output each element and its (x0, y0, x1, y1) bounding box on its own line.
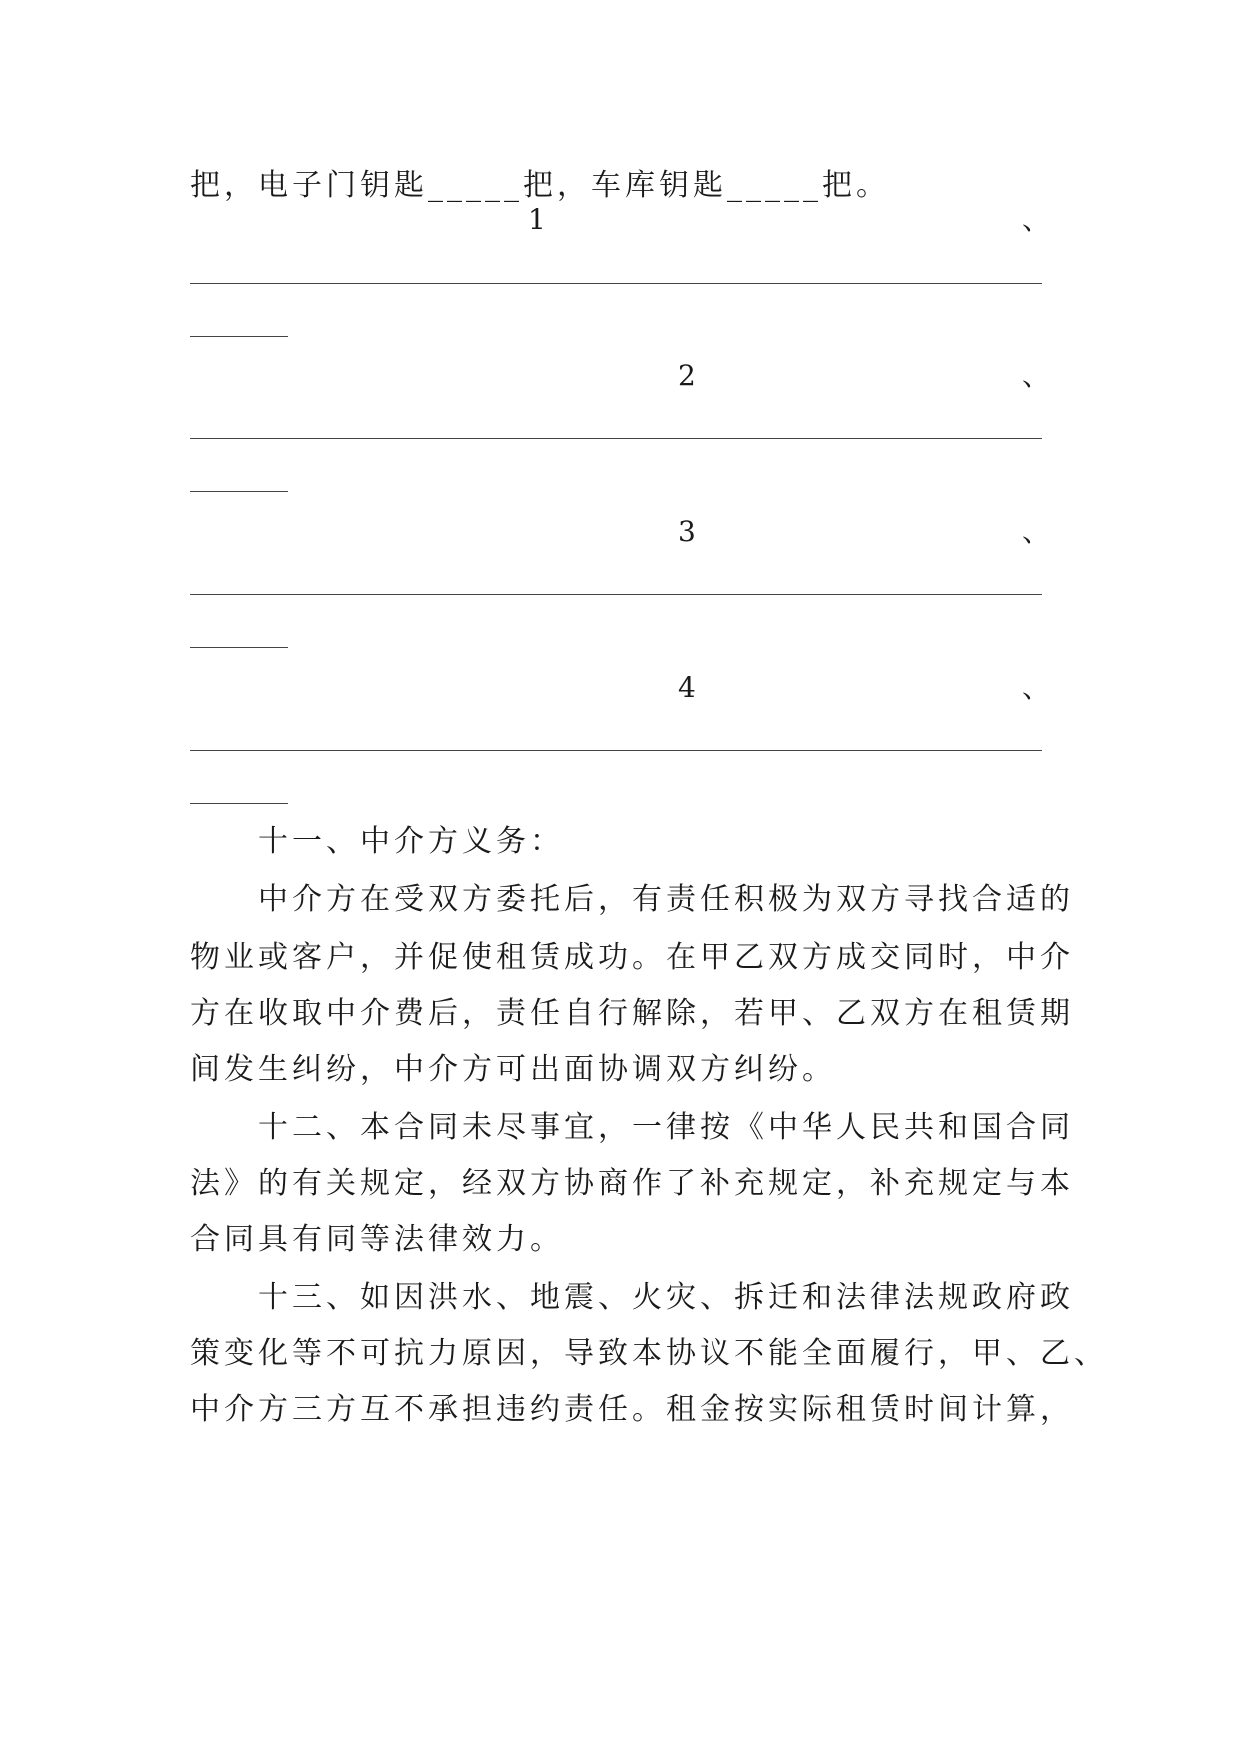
blank-line-short (190, 336, 288, 337)
paragraph-line: 间发生纠纷，中介方可出面协调双方纠纷。 (190, 1052, 836, 1087)
item-mark: 、 (1021, 671, 1050, 704)
paragraph-line: 物业或客户，并促使租赁成功。在甲乙双方成交同时，中介 (190, 940, 1074, 975)
item-mark: 、 (1021, 515, 1050, 548)
blank-line-short (190, 647, 288, 648)
paragraph-line: 方在收取中介费后，责任自行解除，若甲、乙双方在租赁期 (190, 996, 1074, 1031)
item-number: 3 (678, 515, 696, 548)
section-12-line: 十二、本合同未尽事宜，一律按《中华人民共和国合同 (258, 1110, 1074, 1145)
paragraph-line: 法》的有关规定，经双方协商作了补充规定，补充规定与本 (190, 1166, 1074, 1201)
paragraph-line: 中介方三方互不承担违约责任。租金按实际租赁时间计算， (190, 1392, 1074, 1427)
item-number: 4 (678, 671, 696, 704)
blank-line-short (190, 491, 288, 492)
item-row-1 (190, 200, 1050, 240)
paragraph-line: 合同具有同等法律效力。 (190, 1222, 564, 1257)
item-row-3 (190, 512, 1050, 552)
keys-line: 把，电子门钥匙_____把，车库钥匙_____把。 (190, 168, 890, 203)
blank-line-full (190, 438, 1042, 439)
item-number: 1 (528, 203, 546, 236)
paragraph-line: 策变化等不可抗力原因，导致本协议不能全面履行，甲、乙、 (190, 1336, 1108, 1371)
blank-line-full (190, 750, 1042, 751)
item-mark: 、 (1021, 359, 1050, 392)
blank-line-full (190, 283, 1042, 284)
section-13-line: 十三、如因洪水、地震、火灾、拆迁和法律法规政府政 (258, 1280, 1074, 1315)
blank-line-full (190, 594, 1042, 595)
item-row-4 (190, 668, 1050, 708)
paragraph-line: 中介方在受双方委托后，有责任积极为双方寻找合适的 (258, 882, 1074, 917)
item-mark: 、 (1021, 203, 1050, 236)
blank-line-short (190, 803, 288, 804)
section-11-heading: 十一、中介方义务： (258, 824, 564, 859)
item-number: 2 (678, 359, 696, 392)
item-row-2 (190, 356, 1050, 396)
